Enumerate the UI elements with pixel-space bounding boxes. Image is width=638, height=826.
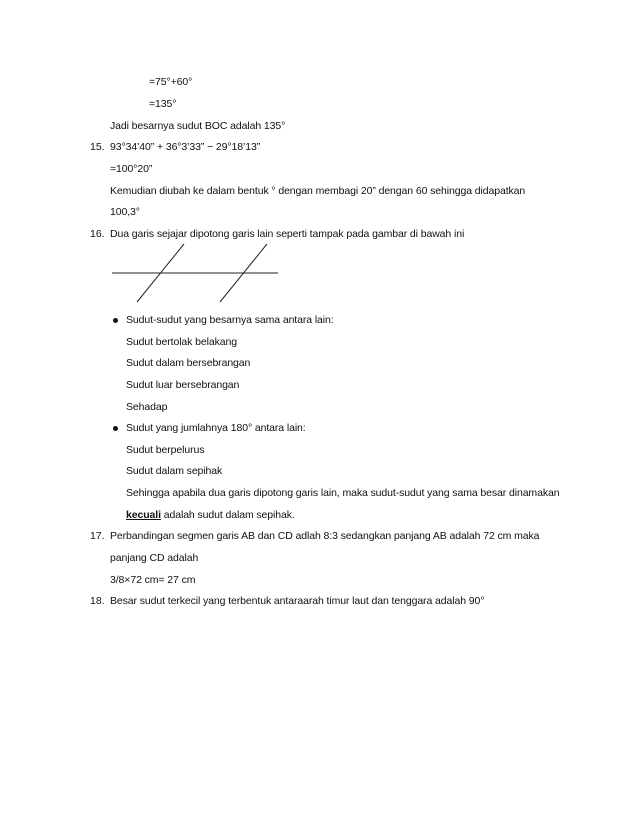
calc-line-2: =135° (149, 98, 177, 110)
bullet-2-item-2: Sudut dalam sepihak (126, 465, 223, 477)
bullet-2-item-3: Sehingga apabila dua garis dipotong garis lain, maka sudut-sudut yang sama besar dinamakan (126, 487, 560, 499)
bullet-1-item-3: Sudut luar bersebrangan (126, 379, 240, 391)
bullet-1-item-4: Sehadap (126, 401, 168, 413)
bullet-2-item-4 (126, 509, 295, 522)
q18-line-1: Besar sudut terkecil yang terbentuk antaraarah timur laut dan tenggara adalah 90° (110, 595, 485, 607)
item-number-16: 16. (90, 228, 105, 240)
q17-line-2: panjang CD adalah (110, 552, 199, 564)
bullet-2-item-4-rest: adalah sudut dalam sepihak. (160, 509, 295, 521)
q15-line-3: Kemudian diubah ke dalam bentuk ° dengan membagi 20” dengan 60 sehingga didapatkan (110, 185, 526, 197)
q17-line-1: Perbandingan segmen garis AB dan CD adlah 8:3 sedangkan panjang AB adalah 72 cm maka (110, 530, 540, 542)
q15-line-1: 93°34’40” + 36°3’33” − 29°18’13” (110, 141, 261, 153)
item-number-18: 18. (90, 595, 105, 607)
calc-line-1: =75°+60° (149, 76, 193, 88)
q15-line-4: 100,3° (110, 206, 140, 218)
bullet-dot-2 (113, 426, 118, 431)
calc-conclusion: Jadi besarnya sudut BOC adalah 135° (110, 120, 286, 132)
bullet-2-text: Sudut yang jumlahnya 180° antara lain: (126, 422, 306, 434)
bullet-2-item-1: Sudut berpelurus (126, 444, 205, 456)
kecuali-word: kecuali (126, 509, 161, 521)
bullet-1-text: Sudut-sudut yang besarnya sama antara lain: (126, 314, 334, 326)
bullet-1-item-2: Sudut dalam bersebrangan (126, 357, 251, 369)
q16-line-1: Dua garis sejajar dipotong garis lain seperti tampak pada gambar di bawah ini (110, 228, 465, 240)
q15-line-2: =100°20” (110, 163, 153, 175)
bullet-dot-1 (113, 318, 118, 323)
item-number-17: 17. (90, 530, 105, 542)
bullet-1-item-1: Sudut bertolak belakang (126, 336, 237, 348)
item-number-15: 15. (90, 141, 105, 153)
q17-line-3: 3/8×72 cm= 27 cm (110, 574, 196, 586)
